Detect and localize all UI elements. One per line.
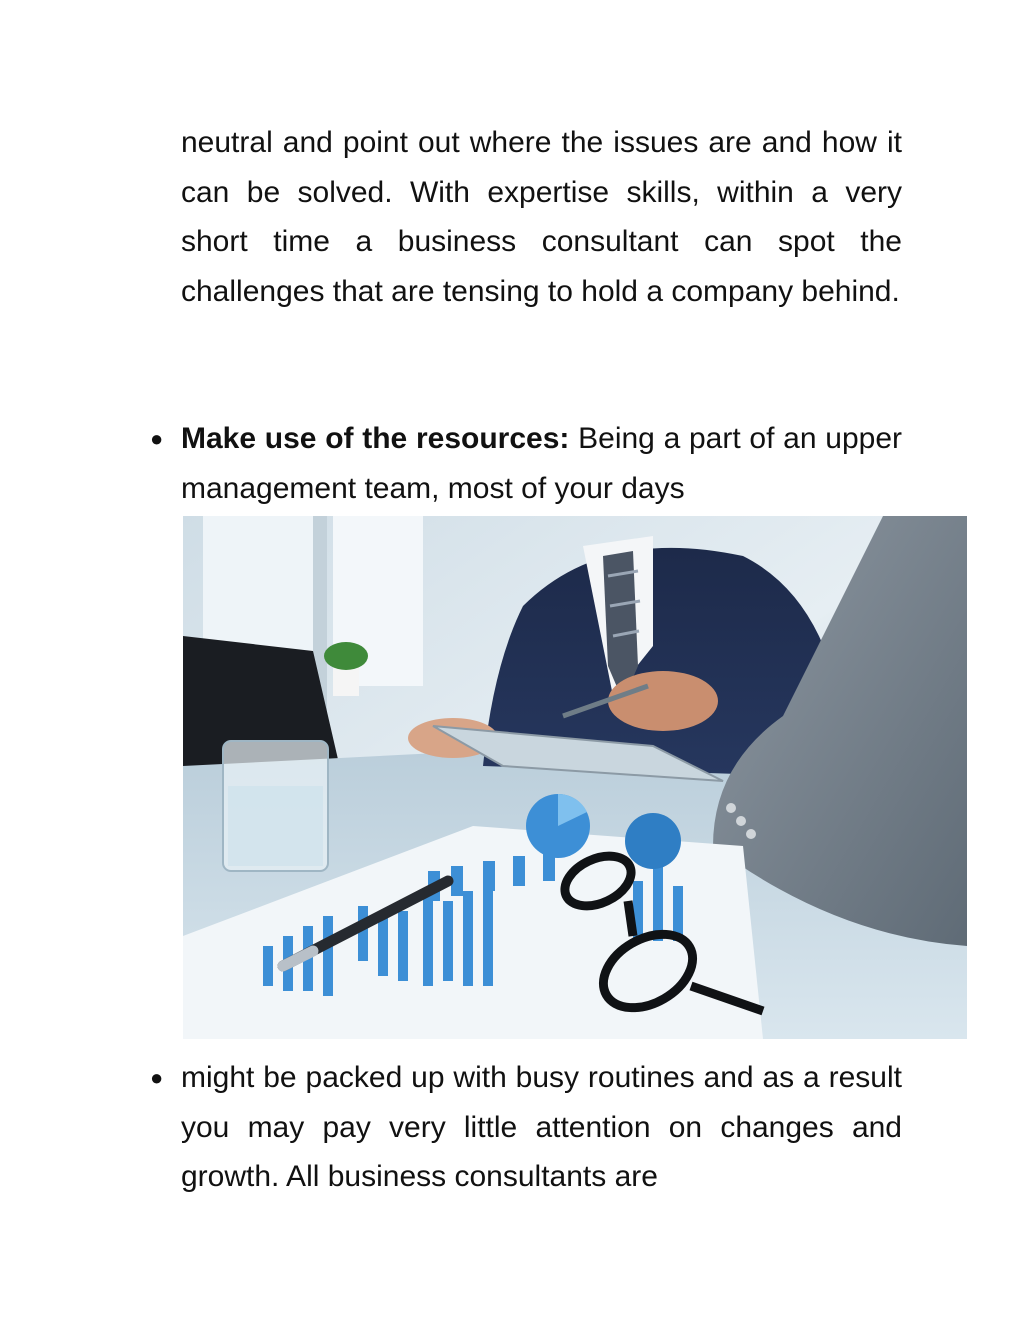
bullet-text: Being a part of an upper management team, most of your days [181, 422, 902, 505]
bullet-point-icon: ● [150, 426, 164, 451]
paragraph-continued: neutral and point out where the issues are and how it can be solved. With expertise skills, within a very short time a business consultant can spot the challenges that are tensing to hold a company behind. [181, 126, 902, 308]
bullet-item-resources [181, 414, 902, 513]
bullet-item-continued: might be packed up with busy routines and as a result you may pay very little attention on changes and growth. All business consultants are [181, 1061, 902, 1193]
bullet-point-icon: ● [150, 1065, 164, 1090]
bullet-heading: Make use of the resources: [181, 422, 570, 455]
business-meeting-photo [183, 516, 967, 1039]
